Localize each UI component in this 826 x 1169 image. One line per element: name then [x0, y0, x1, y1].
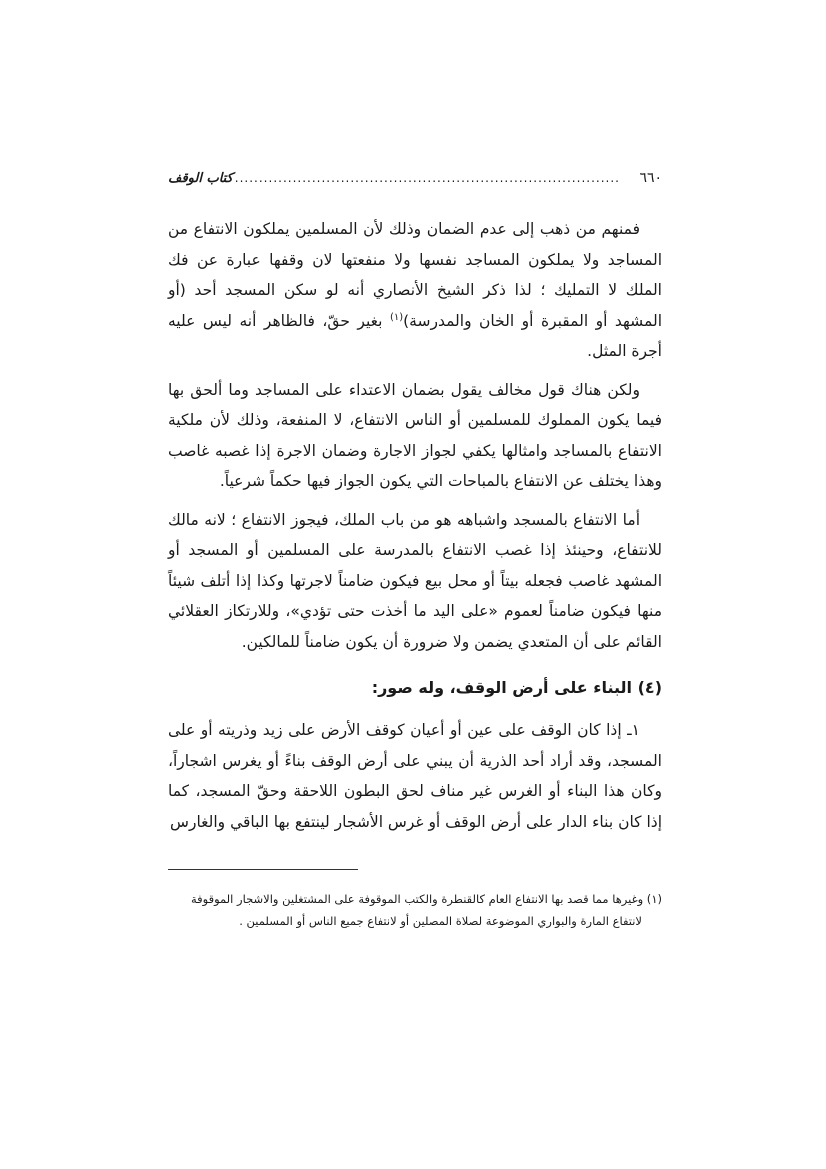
footnote-separator	[168, 869, 358, 870]
page-number: ٦٦٠	[639, 170, 662, 186]
footnote-reference[interactable]: (١)	[389, 311, 404, 323]
paragraph-text: بغير حقّ، فالظاهر أنه ليس عليه أجرة المثل.	[168, 311, 662, 360]
footnote	[168, 888, 662, 932]
paragraph: أما الانتفاع بالمسجد واشباهه هو من باب الملك، فيجوز الانتفاع ؛ لانه مالك للانتفاع، وحينئذ إذا غصب الانتفاع بالمدرسة على المسلمين أو المسجد أو المشهد غاصب فجعله بيتاً أو محل بيع فيكون ضامناً لاجرتها وكذا إذا أتلف شيئاً منها فيكون ضامناً لعموم «على اليد ما أخذت حتى تؤدي»، وللارتكاز العقلائي القائم على أن المتعدي يضمن ولا ضرورة أن يكون ضامناً للمالكين.	[168, 510, 662, 651]
paragraph: ١ـ إذا كان الوقف على عين أو أعيان كوقف الأرض على زيد وذريته أو على المسجد، وقد أراد أحد الذرية أن يبني على أرض الوقف بناءً أو يغرس اشجاراً، وكان هذا البناء أو الغرس غير مناف لحق البطون اللاحقة وحقّ المسجد، كما إذا كان بناء الدار على أرض الوقف أو غرس الأشجار لينتفع بها الباقي والغارس	[168, 721, 662, 831]
book-title: كتاب الوقف	[168, 171, 233, 186]
paragraph	[168, 214, 662, 367]
section-heading: (٤) البناء على أرض الوقف، وله صور:	[371, 678, 662, 697]
document-page	[168, 170, 662, 932]
footnote-separator-wrap	[168, 837, 662, 870]
paragraph: ولكن هناك قول مخالف يقول بضمان الاعتداء على المساجد وما ألحق بها فيما يكون المملوك للمسلمين أو الناس الانتفاع، لا المنفعة، وذلك لأن ملكية الانتفاع بالمساجد وامثالها يكفي لجواز الاجارة وضمان الاجرة إذا غصبه غاصب وهذا يختلف عن الانتفاع بالمباحات التي يكون الجواز فيها حكماً شرعياً.	[168, 380, 662, 490]
running-header	[168, 170, 662, 200]
header-leader-dots: ................................................................................	[234, 171, 620, 185]
footnote-line: (١) وغيرها مما قصد بها الانتفاع العام كالقنطرة والكتب الموقوفة على المشتغلين والاشجار الموقوفة	[190, 892, 662, 906]
footnote-line: لانتفاع المارة والبواري الموضوعة لصلاة المصلين أو لانتفاع جميع الناس أو المسلمين .	[239, 914, 642, 928]
body-text	[168, 214, 662, 837]
paragraph-text: فمنهم من ذهب إلى عدم الضمان وذلك لأن المسلمين يملكون الانتفاع من المساجد ولا يملكون المساجد نفسها ولا منفعتها لان وقفها عبارة عن فك الملك لا التمليك ؛ لذا ذكر الشيخ الأنصاري أنه لو سكن المسجد أحد (أو المشهد أو المقبرة أو الخان والمدرسة)	[168, 220, 663, 330]
